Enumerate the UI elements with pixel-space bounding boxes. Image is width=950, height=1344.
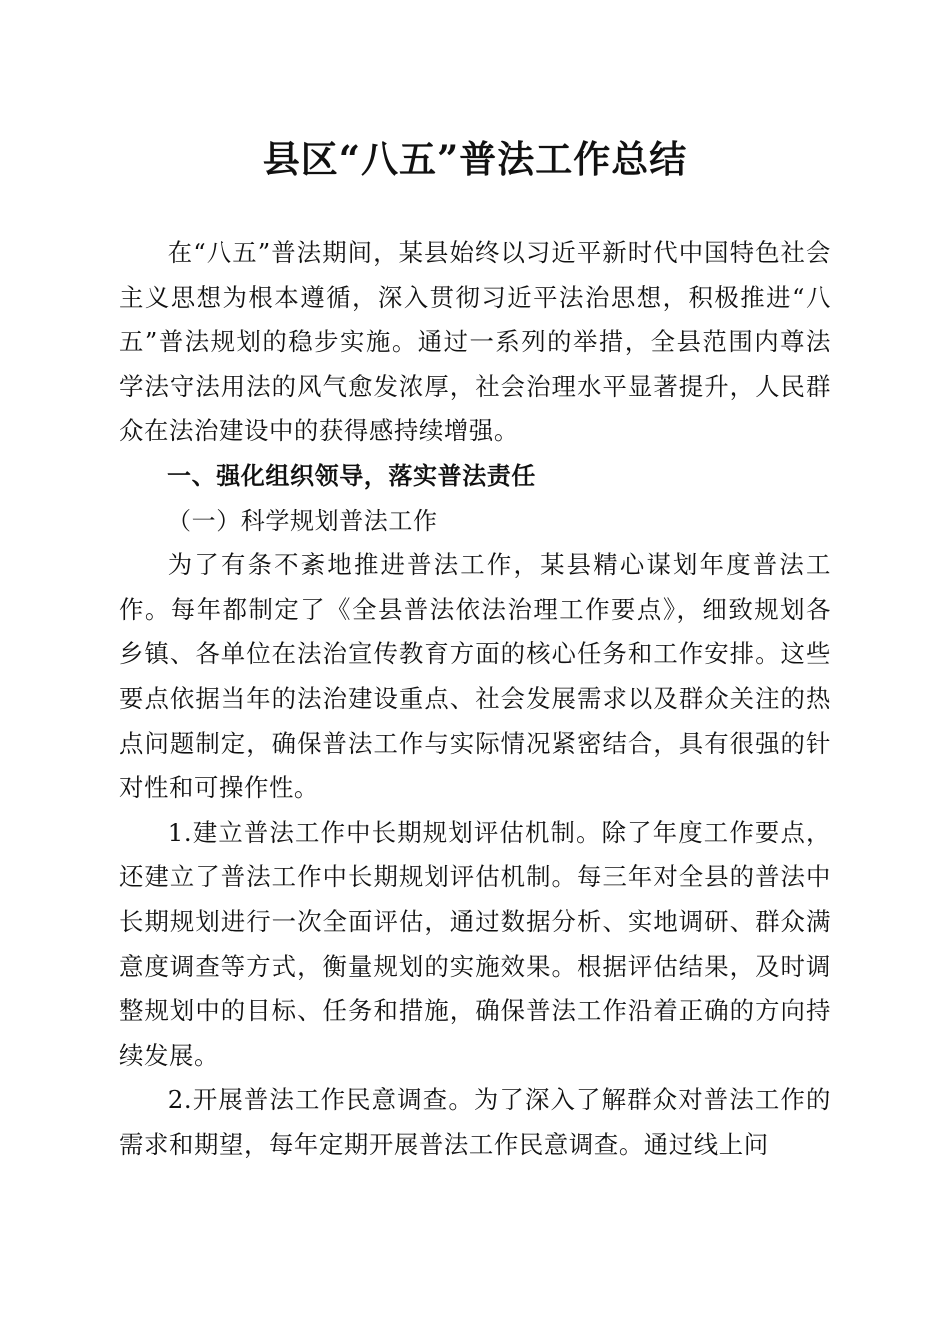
numbered-item-1: 1.建立普法工作中长期规划评估机制。除了年度工作要点，还建立了普法工作中长期规划评估机制。每三年对全县的普法中长期规划进行一次全面评估，通过数据分析、实地调研、群众满意度调查等方式，衡量规划的实施效果。根据评估结果，及时调整规划中的目标、任务和措施，确保普法工作沿着正确的方向持续发展。 (119, 817, 831, 1070)
numbered-item-2: 2.开展普法工作民意调查。为了深入了解群众对普法工作的需求和期望，每年定期开展普法工作民意调查。通过线上问 (119, 1085, 831, 1159)
body-paragraph: 为了有条不紊地推进普法工作，某县精心谋划年度普法工作。每年都制定了《全县普法依法治理工作要点》，细致规划各乡镇、各单位在法治宣传教育方面的核心任务和工作安排。这些要点依据当年的法治建设重点、社会发展需求以及群众关注的热点问题制定，确保普法工作与实际情况紧密结合，具有很强的针对性和可操作性。 (119, 550, 831, 803)
document-title: 县区“八五”普法工作总结 (262, 137, 688, 181)
intro-paragraph: 在“八五”普法期间，某县始终以习近平新时代中国特色社会主义思想为根本遵循，深入贯彻习近平法治思想，积极推进“八五”普法规划的稳步实施。通过一系列的举措，全县范围内尊法学法守法用法的风气愈发浓厚，社会治理水平显著提升，人民群众在法治建设中的获得感持续增强。 (119, 238, 831, 446)
section-heading: 一、强化组织领导，落实普法责任 (167, 461, 536, 490)
document-body (119, 231, 831, 1167)
subsection-heading: （一）科学规划普法工作 (167, 506, 438, 535)
